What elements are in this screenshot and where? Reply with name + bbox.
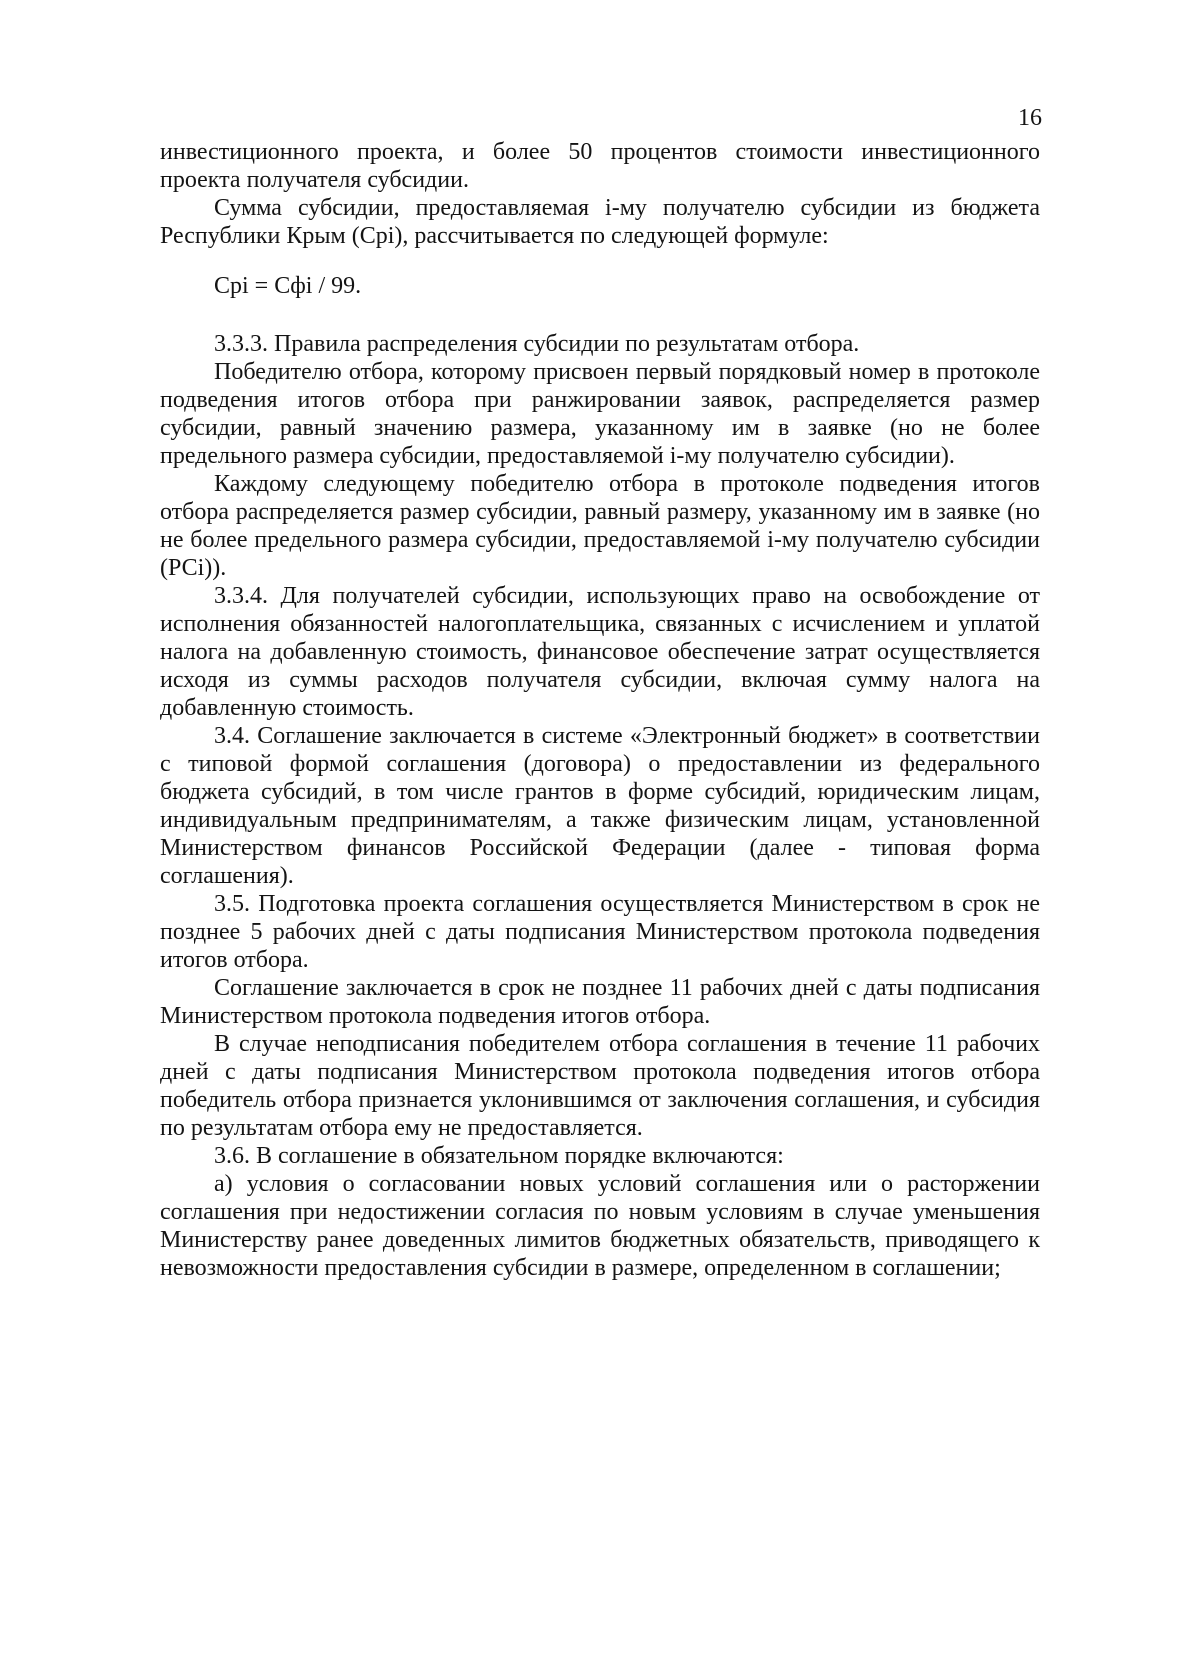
section-3-3-3-heading: 3.3.3. Правила распределения субсидии по результатам отбора. [214,331,860,357]
section-3-6: 3.6. В соглашение в обязательном порядке включаются: [214,1143,784,1169]
document-body [160,138,1040,1282]
page-number: 16 [1018,105,1042,131]
paragraph-next-winner: Каждому следующему победителю отбора в протоколе подведения итогов отбора распределяется размер субсидии, равный размеру, указанному им в заявке (но не более предельного размера субсидии, предоставляемой i-му получателю субсидии (РСi)). [160,471,1040,581]
paragraph-subsidy-amount: Сумма субсидии, предоставляемая i-му получателю субсидии из бюджета Республики Крым (Срi), рассчитывается по следующей формуле: [160,195,1040,249]
section-3-3-4: 3.3.4. Для получателей субсидии, использующих право на освобождение от исполнения обязанностей налогоплательщика, связанных с исчислением и уплатой налога на добавленную стоимость, финансовое обеспечение затрат осуществляется исходя из суммы расходов получателя субсидии, включая сумму налога на добавленную стоимость. [160,583,1040,721]
list-item-a: а) условия о согласовании новых условий соглашения или о расторжении соглашения при недостижении согласия по новым условиям в случае уменьшения Министерству ранее доведенных лимитов бюджетных обязательств, приводящего к невозможности предоставления субсидии в размере, определенном в соглашении; [160,1171,1040,1281]
section-3-4: 3.4. Соглашение заключается в системе «Электронный бюджет» в соответствии с типовой формой соглашения (договора) о предоставлении из федерального бюджета субсидий, в том числе грантов в форме субсидий, юридическим лицам, индивидуальным предпринимателям, а также физическим лицам, установленной Министерством финансов Российской Федерации (далее - типовая форма соглашения). [160,723,1040,889]
section-3-5: 3.5. Подготовка проекта соглашения осуществляется Министерством в срок не позднее 5 рабочих дней с даты подписания Министерством протокола подведения итогов отбора. [160,891,1040,973]
paragraph-agreement-deadline: Соглашение заключается в срок не позднее 11 рабочих дней с даты подписания Министерством протокола подведения итогов отбора. [160,975,1040,1029]
paragraph-continuation: инвестиционного проекта, и более 50 процентов стоимости инвестиционного проекта получателя субсидии. [160,139,1040,193]
paragraph-first-winner: Победителю отбора, которому присвоен первый порядковый номер в протоколе подведения итогов отбора при ранжировании заявок, распределяется размер субсидии, равный значению размера, указанному им в заявке (но не более предельного размера субсидии, предоставляемой i-му получателю субсидии). [160,359,1040,469]
paragraph-non-signing: В случае неподписания победителем отбора соглашения в течение 11 рабочих дней с даты подписания Министерством протокола подведения итогов отбора победитель отбора признается уклонившимся от заключения соглашения, и субсидия по результатам отбора ему не предоставляется. [160,1031,1040,1141]
formula: Срi = Сфi / 99. [214,273,362,299]
